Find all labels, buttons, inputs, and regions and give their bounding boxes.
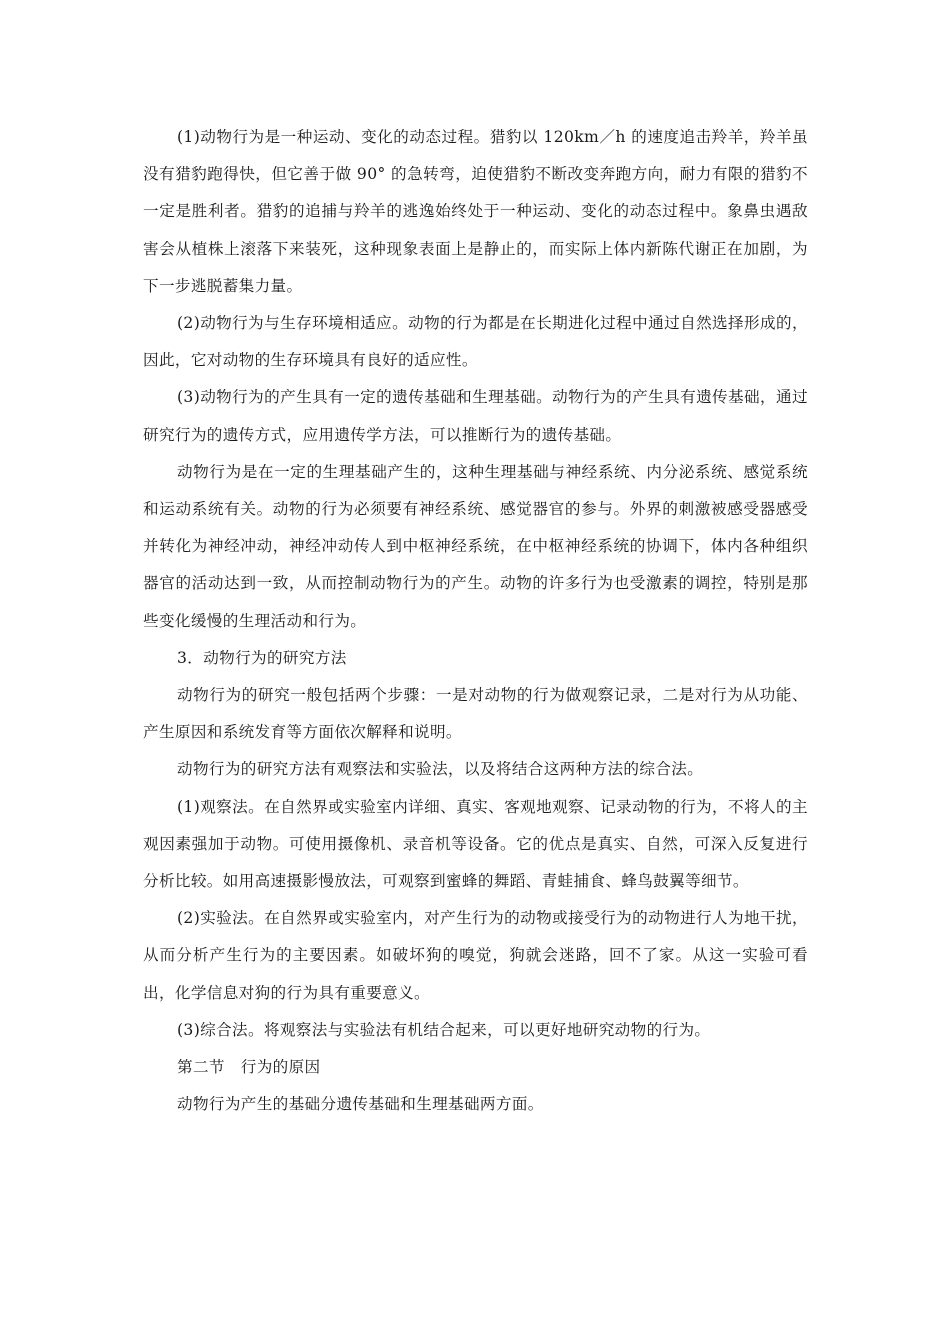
paragraph-combined-method: (3)综合法。将观察法与实验法有机结合起来，可以更好地研究动物的行为。 [177, 1020, 711, 1039]
paragraph-physiological-basis: 动物行为是在一定的生理基础产生的，这种生理基础与神经系统、内分泌系统、感觉系统和运动系统有关。动物的行为必须要有神经系统、感觉器官的参与。外界的刺激被感受器感受并转化为神经冲动，神经冲动传人到中枢神经系统，在中枢神经系统的协调下，体内各种组织器官的活动达到一致，从而控制动物行为的产生。动物的许多行为也受激素的调控，特别是那些变化缓慢的生理活动和行为。 [143, 462, 808, 630]
paragraph-dynamic-process: (1)动物行为是一种运动、变化的动态过程。猎豹以 120km／h 的速度追击羚羊，羚羊虽没有猎豹跑得快，但它善于做 90° 的急转弯，迫使猎豹不断改变奔跑方向，耐力有限的猎豹不一定是胜利者。猎豹的追捕与羚羊的逃逸始终处于一种运动、变化的动态过程中。象鼻虫遇敌害会从植株上滚落下来装死，这种现象表面上是静止的，而实际上体内新陈代谢正在加剧，为下一步逃脱蓄集力量。 [143, 128, 808, 295]
paragraph-research-steps: 动物行为的研究一般包括两个步骤：一是对动物的行为做观察记录，二是对行为从功能、产生原因和系统发育等方面依次解释和说明。 [143, 686, 808, 742]
document-body [143, 119, 808, 1123]
paragraph-environment-adaptation: (2)动物行为与生存环境相适应。动物的行为都是在长期进化过程中通过自然选择形成的，因此，它对动物的生存环境具有良好的适应性。 [143, 314, 808, 370]
paragraph-experiment-method: (2)实验法。在自然界或实验室内，对产生行为的动物或接受行为的动物进行人为地干扰，从而分析产生行为的主要因素。如破坏狗的嗅觉，狗就会迷路，回不了家。从这一实验可看出，化学信息对狗的行为具有重要意义。 [143, 909, 808, 1002]
paragraph-behavior-basis: 动物行为产生的基础分遗传基础和生理基础两方面。 [177, 1095, 544, 1114]
section-heading-research-methods: 3．动物行为的研究方法 [177, 648, 347, 667]
paragraph-genetic-basis: (3)动物行为的产生具有一定的遗传基础和生理基础。动物行为的产生具有遗传基础，通过研究行为的遗传方式，应用遗传学方法，可以推断行为的遗传基础。 [143, 388, 808, 444]
paragraph-observation-method: (1)观察法。在自然界或实验室内详细、真实、客观地观察、记录动物的行为，不将人的主观因素强加于动物。可使用摄像机、录音机等设备。它的优点是真实、自然，可深入反复进行分析比较。如用高速摄影慢放法，可观察到蜜蜂的舞蹈、青蛙捕食、蜂鸟鼓翼等细节。 [143, 797, 808, 891]
section-heading-behavior-causes: 第二节 行为的原因 [177, 1058, 321, 1077]
paragraph-methods-overview: 动物行为的研究方法有观察法和实验法，以及将结合这两种方法的综合法。 [177, 760, 704, 779]
